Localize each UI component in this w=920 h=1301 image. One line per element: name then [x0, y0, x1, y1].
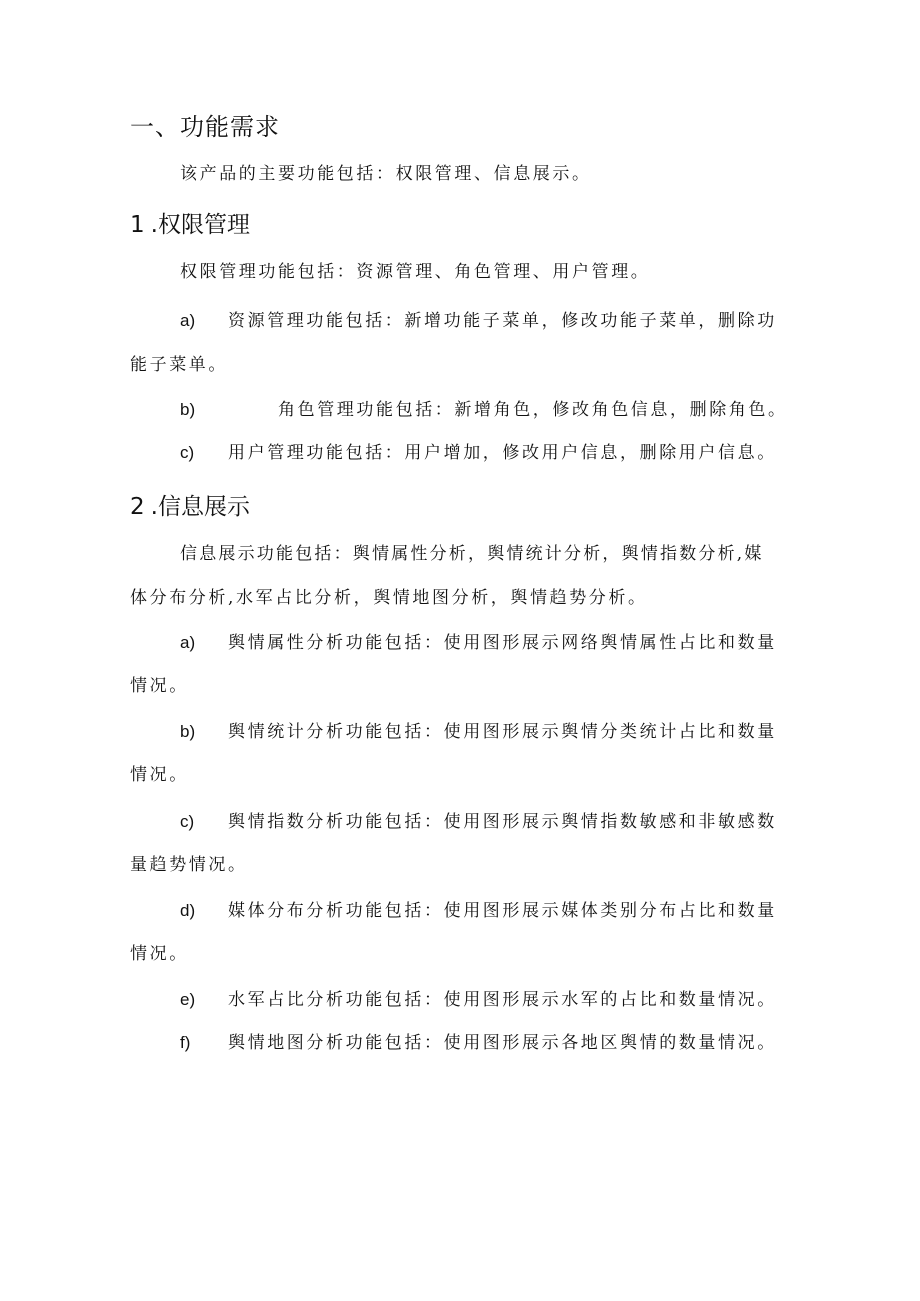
list-item-text: 舆情统计分析功能包括：使用图形展示舆情分类统计占比和数量	[228, 722, 777, 742]
list-item-label: c)	[180, 443, 195, 462]
list-item	[180, 298, 777, 344]
list-item-text: 资源管理功能包括：新增功能子菜单，修改功能子菜单，删除功	[228, 311, 777, 331]
list-item-label: a)	[180, 633, 196, 652]
subsection-number: 2	[130, 494, 145, 520]
list-item-continuation: 能子菜单。	[130, 355, 228, 375]
list-item-text: 角色管理功能包括：新增角色，修改角色信息，删除角色。	[278, 400, 788, 420]
list-item	[180, 1020, 777, 1066]
list-item-text: 媒体分布分析功能包括：使用图形展示媒体类别分布占比和数量	[228, 901, 777, 921]
list-item-label: f)	[180, 1033, 191, 1052]
list-item	[180, 387, 788, 433]
section-heading: 一、功能需求	[130, 113, 280, 141]
list-item-text: 舆情属性分析功能包括：使用图形展示网络舆情属性占比和数量	[228, 633, 777, 653]
list-item-continuation: 情况。	[130, 944, 189, 964]
list-item-text: 舆情指数分析功能包括：使用图形展示舆情指数敏感和非敏感数	[228, 812, 777, 832]
list-item	[180, 430, 777, 476]
subsection-intro: 权限管理功能包括：资源管理、角色管理、用户管理。	[180, 262, 651, 282]
list-item-continuation: 情况。	[130, 676, 189, 696]
list-item-label: a)	[180, 311, 196, 330]
list-item-label: e)	[180, 990, 196, 1009]
list-item	[180, 799, 777, 845]
list-item	[180, 709, 777, 755]
list-item-label: b)	[180, 722, 196, 741]
list-item-text: 用户管理功能包括：用户增加，修改用户信息，删除用户信息。	[228, 443, 777, 463]
list-item-label: b)	[180, 400, 196, 419]
list-item-text: 舆情地图分析功能包括：使用图形展示各地区舆情的数量情况。	[228, 1033, 777, 1053]
subsection-heading-2	[130, 492, 250, 522]
list-item-text: 水军占比分析功能包括：使用图形展示水军的占比和数量情况。	[228, 990, 777, 1010]
list-item	[180, 888, 777, 934]
subsection-title: .信息展示	[150, 494, 250, 520]
list-item	[180, 977, 777, 1023]
list-item	[180, 620, 777, 666]
subsection-heading-1	[130, 210, 250, 240]
subsection-title: .权限管理	[150, 212, 250, 238]
subsection-intro-continuation: 体分布分析,水军占比分析，舆情地图分析，舆情趋势分析。	[130, 588, 648, 608]
list-item-continuation: 情况。	[130, 765, 189, 785]
subsection-intro: 信息展示功能包括：舆情属性分析，舆情统计分析，舆情指数分析,媒	[180, 544, 764, 564]
subsection-number: 1	[130, 212, 145, 238]
list-item-continuation: 量趋势情况。	[130, 855, 248, 875]
list-item-label: c)	[180, 812, 195, 831]
list-item-label: d)	[180, 901, 196, 920]
section-intro: 该产品的主要功能包括：权限管理、信息展示。	[180, 164, 592, 184]
